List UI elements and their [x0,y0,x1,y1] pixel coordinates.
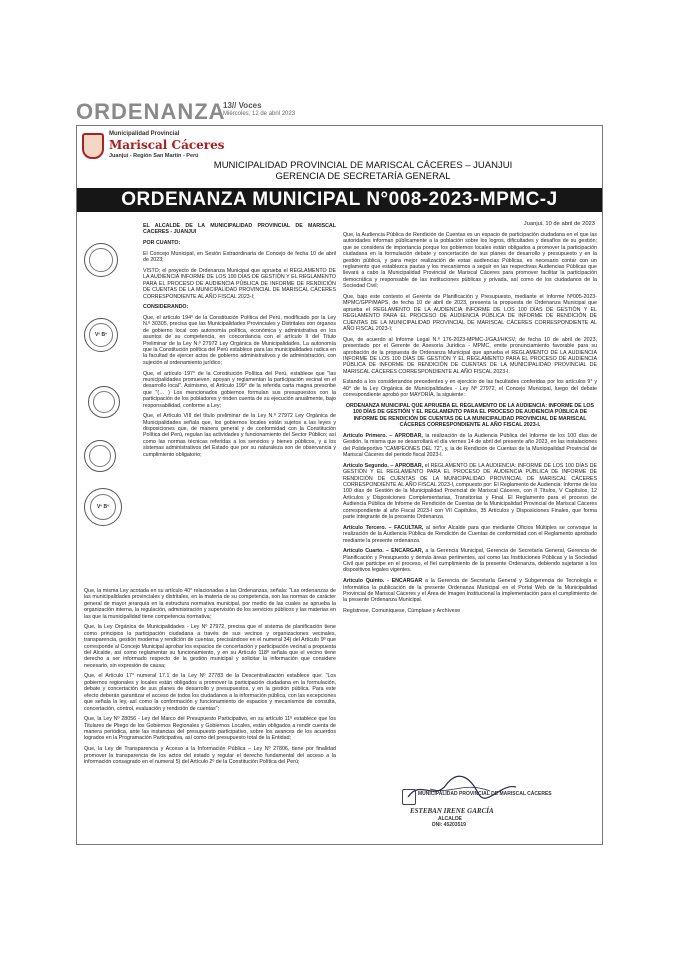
section-title: ORDENANZA [76,99,226,124]
article-5: Artículo Quinto. - ENCARGAR a la Gerencia de Secretaría General y Subgerencia de Tecnología e Informática la publicación de la presente Ordenanza Municipal en el Portal Web de la Municipalidad Provincial de Mariscal Cáceres y el Área de Imagen Institucional la implementación para el cumplimiento de la presente Ordenanza Municipal. [343,578,597,604]
institution-line1: MUNICIPALIDAD PROVINCIAL DE MARISCAL CÁCERES – JUANJUI [213,160,513,171]
paragraph: Estando a los considerandos precedentes y en ejercicio de las facultades conferidas por los artículos 9° y 40° de la Ley Orgánica de Municipalidades - Ley Nº 27972, el Concejo Municipal, luego del debate correspondiente aprobó por MAYORÍA, la siguiente: [343,379,597,399]
seal-vb-2: Vº Bº [84,488,122,526]
seal-stamp-2 [88,386,120,418]
seal-stamp-1 [84,243,118,277]
paragraph: El Concejo Municipal, en Sesión Extraordinaria de Concejo de fecha 10 de abril de 2023; [143,250,336,264]
paragraph: Que, la Audiencia Pública de Rendición de Cuentas es un espacio de participación ciudadana en el que las autoridades informan públicamente a la población sobre los logros, dificultades y desafíos de su gestión; que se considera de importancia porque los gobiernos locales están obligados a promover la participación ciudadana en la formulación debate y concertación de sus planes de desarrollo y presupuesto y en la gestión pública, y para mejor realización de estas audiencias Públicas, es necesario contar con un reglamento que establezca pautas y los mecanismos a seguir en las respectivas Audiencias Públicas que llevará a cabo la Municipalidad Provincial de Mariscal Cáceres para promover facilitar la participación democrática y responsable de las instituciones públicas y privada, así como de los ciudadanos de la Sociedad Civil; [343,232,597,290]
closing-line: Regístrese, Comuníquese, Cúmplase y Archívese [343,608,461,615]
signature-stamp-text: MUNICIPALIDAD PROVINCIAL DE MARISCAL CÁCERES [418,791,552,797]
ordinance-resolution-title: ORDENANZA MUNICIPAL QUE APRUEBA EL REGLAMENTO DE LA AUDIENCIA: INFORME DE LOS 100 DÍAS DE GESTIÓN Y EL REGLAMENTO PARA EL PROCESO DE AUDIENCIA PÚBLICA DE INFORME DE RENDICIÓN DE CUENTAS DE LA MUNICIPALIDAD PROVINCIAL DE MARISCAL CÁCERES CORRESPONDIENTE AL AÑO FISCAL 2023-I. [345,402,595,429]
shield-icon [82,133,104,159]
signatory-dni: DNI: 45203519 [432,822,466,828]
logo-line2: Mariscal Cáceres [109,138,225,152]
seal-stamp-3 [84,440,116,472]
paragraph: EL ALCALDE DE LA MUNICIPALIDAD PROVINCIAL DE MARISCAL CACERES - JUANJUI [143,223,336,236]
page-header [76,99,296,125]
paragraph: Que, bajo este contexto el Gerente de Planificación y Presupuesto, mediante el Informe Nº005-2023-MPMC/GPP/MAPS, de fecha 10 de abril de 2023, presenta la propuesta de Ordenanza Municipal que aprueba el REGLAMENTO DE LA AUDIENCIA INFORME DE LOS 100 DÍAS DE GESTIÓN Y EL REGLAMENTO PARA EL PROCESO DE AUDIENCIA PÚBLICA DE INFORME DE RENDICIÓN DE CUENTAS DE LA MUNICIPALIDAD PROVINCIAL DE MARISCAL CÁCERES CORRESPONDIENTE AL AÑO FISCAL 2023-I; [343,293,597,332]
crest-icon [402,789,416,805]
article-2: Artículo Segundo. – APROBAR, el REGLAMENTO DE LA AUDIENCIA: INFORME DE LOS 100 DÍAS DE GESTIÓN Y EL REGLAMENTO PARA EL PROCESO DE AUDIENCIA PÚBLICA DE INFORME DE RENDICIÓN DE CUENTAS DE LA MUNICIPALIDAD PROVINCIAL DE MARISCAL CÁCERES CORRESPONDIENTE AL AÑO FISCAL 2023-I, compuesto por: El Reglamento de Audiencia: Informe de los 100 días de Gestión de la Municipalidad Provincial de Mariscal Cáceres, con II Títulos, V Capítulos, 12 Artículos y Disposiciones Complementarias, Transitorias y Final. El Reglamento para el proceso de Audiencia Pública de Informe de Rendición de Cuentas de la Municipalidad Provincial de Mariscal Cáceres correspondiente al año Fiscal 2023-I con VII Capítulos, 35 Artículos y Disposiciones Finales, que forma parte integrante de la presente Ordenanza. [343,462,597,521]
paragraph: Que, el artículo 194° de la Constitución Política del Perú, modificado por la Ley N.º 30305, precisa que las Municipalidades Provinciales y Distritales son órganos de gobierno local con autonomía política, económica y administrativa en los asuntos de su competencia, en concordancia con el artículo II del Título Preliminar de la Ley N.º 27972 Ley Orgánica de Municipalidades. La autonomía que la Constitución política del Perú establece para las municipalidades radica en la facultad de ejercer actos de gobierno administrativos y de administración, con sujeción al ordenamiento jurídico; [143,314,336,366]
paragraph: Que, la Ley Orgánica de Municipalidades - Ley Nº 27972, precisa que el sistema de planificación tiene como principios la participación ciudadana a través de sus vecinos y organizaciones vecinales, transparencia, gestión moderna y rendición de cuentas, precisándose en el numeral 34) del Artículo 9º que corresponde al Concejo Municipal aprobar los espacios de concertación y participación vecinal a propuesta del Alcalde, así como reglamentar su funcionamiento, y en su Artículo 118º señala que el vecino tiene derecho a ser informado respecto de la gestión municipal y solicitar la información que considere necesario, sin expresión de causa; [84,624,336,669]
paragraph: CONSIDERANDO: [143,304,189,311]
publication-date: Miércoles, 12 de abril 2023 [223,111,296,117]
paragraph: Que, de acuerdo al Informe Legal N.º 176-2023-MPMC-J/GAJ/HKSV, de fecha 10 de abril de 2023, presentado por el Gerente de Asesoría Jurídica - MPMC, emite pronunciamiento favorable para su aprobación de la propuesta de Ordenanza Municipal que aprueba el REGLAMENTO DE LA AUDIENCIA INFORME DE LOS 100 DÍAS DE GESTIÓN Y EL REGLAMENTO PARA EL PROCESO DE AUDIENCIA PÚBLICA DE INFORME DE RENDICIÓN DE CUENTAS DE LA MUNICIPALIDAD PROVINCIAL DE MARISCAL CÁCERES CORRESPONDIENTE AL AÑO FISCAL 2023-I. [343,336,597,375]
left-column [143,223,336,462]
paragraph: POR CUANTO: [143,240,181,247]
institution-line2: GERENCIA DE SECRETARÍA GENERAL [275,171,451,182]
institution-heading [168,160,558,182]
paragraph: Que, el artículo 197° de la Constitución Política del Perú, establece que "las municipalidades promueven, apoyan y reglamentan la participación vecinal en el desarrollo local". Asimismo, el Artículo 199° de la referida carta magna prescribe que "(… ) Los mencionados gobiernos formulan sus presupuestos con la participación de los pobladores y rinden cuenta de su ejecución anualmente, bajo responsabilidad, conforme a Ley; [143,370,336,409]
paragraph: Que, la misma Ley acotada en su artículo 40° relacionadas a las Ordenanzas, señala: "Las ordenanzas de las municipalidades provinciales y distritales, en la materia de su competencia, son las normas de carácter general de mayor jerarquía en la estructura normativa municipal, por medio de las cuales se aprueba la organización interna, la regulación, administración y supervisión de los servicios públicos y las materias en las que la municipalidad tiene competencia normativa; [84,588,336,620]
signatory-role: ALCALDE [438,816,462,822]
ordinance-title: ORDENANZA MUNICIPAL N°008-2023-MPMC-J [77,188,602,212]
left-column-lower [84,588,336,770]
logo-line1: Municipalidad Provincial [109,131,180,137]
date-place: Juanjui, 10 de abril de 2023 [523,221,595,227]
paragraph: Que, el Artículo 17° numeral 17.1 de la Ley Nº 27783 de la Descentralización establece que: "Los gobiernos regionales y locales están obligados a promover la participación ciudadana en la formulación, debate y concertación de sus planes de desarrollo y presupuestos, y en la gestión pública. Para este efecto deberán garantizar el acceso de todos los ciudadanos a la información pública, con las excepciones que señala la ley, así como la conformación y funcionamiento de espacios y mecanismos de consulta, concertación, control, evaluación y rendición de cuentas"; [84,673,336,712]
page-label: 13// Voces [223,101,262,110]
right-column [343,224,597,619]
seal-vb-1: Vº Bº [84,318,118,352]
signature-scribble [400,775,520,805]
logo-line3: Juanjuí - Región San Martín - Perú [109,153,199,159]
paragraph: Que, la Ley Nº 28056 - Ley del Marco del Presupuesto Participativo, en su artículo 11º establece que los Titulares de Pliego de los Gobiernos Regionales y Gobiernos Locales, están obligados a rendir cuenta de manera periódica, ante las instancias del presupuesto participativo, sobre los avances de los acuerdos logrados en la Programación Participativa, así como del presupuesto total de la Entidad; [84,716,336,742]
signatory-name: ESTEBAN IRENE GARCÍA [410,807,494,815]
article-1: Artículo Primero. – APROBAR, la realización de la Audiencia Pública del Informe de los 100 días de Gestión, la misma que se desarrollará el día viernes 14 de abril del presente año 2023, en las instalaciones del Polideportivo "CAMPEONES DEL 72", y, la de Rendición de Cuentas de la Municipalidad Provincial de Mariscal Cáceres del periodo fiscal 2023-I. [343,432,597,459]
paragraph: Que, el Artículo VIII del título preliminar de la Ley N.º 27972 Ley Orgánica de Municipalidades señala que, los gobiernos locales están sujetos a las leyes y disposiciones que, de manera general y de conformidad con la Constitución Política del Perú, regulan las actividades y funcionamiento del Sector Público; así como las normas técnicas referidas a los servicios y bienes públicos, y a los sistemas administrativos del Estado que por su naturaleza son de observancia y cumplimiento obligatorio; [143,413,336,458]
article-4: Artículo Cuarto. – ENCARGAR, a la Gerencia Municipal, Gerencia de Secretaría General, Gerencia de Planificación y Presupuesto y demás áreas pertinentes, así como las Instituciones Públicas y la Sociedad Civil que participe en el proceso, el fiel cumplimiento de la presente Ordenanza, debiendo sujetarse a los dispositivos legales vigentes. [343,548,597,574]
paragraph: Que, la Ley de Transparencia y Acceso a la Información Pública – Ley Nº 27806, tiene por finalidad promover la transparencia de los actos del estado y regular el derecho fundamental del acceso a la información consagrado en el numeral 5) del Artículo 2º de la Constitución Política del Perú; [84,746,336,765]
signature-block [400,775,552,835]
paragraph: VISTO; el proyecto de Ordenanza Municipal que aprueba el REGLAMENTO DE LA AUDIENCIA INFORME DE LOS 100 DÍAS DE GESTIÓN Y EL REGLAMENTO PARA EL PROCESO DE AUDIENCIA PÚBLICA DE INFORME DE RENDICIÓN DE CUENTAS DE LA MUNICIPALIDAD PROVINCIAL DE MARISCAL CÁCERES CORRESPONDIENTE AL AÑO FISCAL 2023-I; [143,267,336,300]
article-3: Artículo Tercero. – FACULTAR, al señor Alcalde para que mediante Oficios Múltiples se convoque la realización de la Audiencia Pública de Rendición de Cuentas de conformidad con el Reglamento aprobado mediante la presente ordenanza. [343,524,597,544]
